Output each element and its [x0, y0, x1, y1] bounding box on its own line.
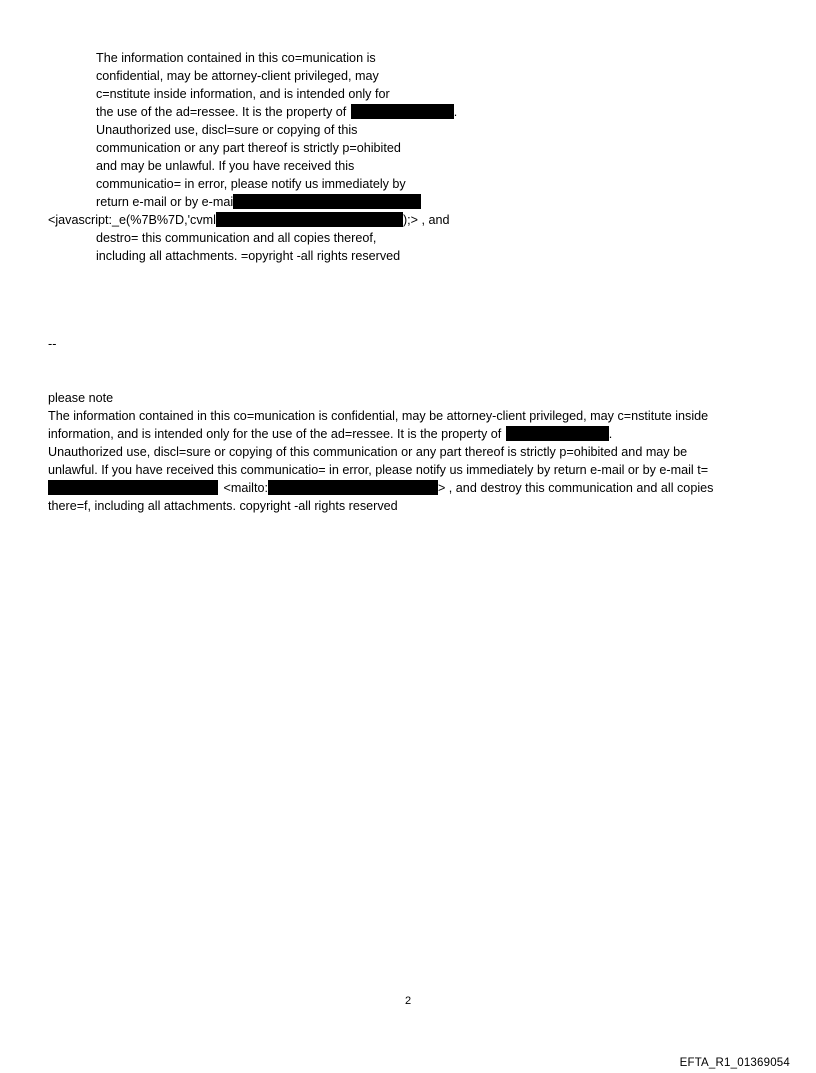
- quoted-notice-line-4-end: .: [453, 105, 458, 119]
- bates-number: EFTA_R1_01369054: [679, 1057, 790, 1069]
- redaction-block: [268, 480, 438, 495]
- quoted-notice-line-7: and may be unlawful. If you have received this: [96, 159, 355, 173]
- quoted-notice-line-10: [48, 211, 450, 229]
- quoted-notice-line-12: including all attachments. =opyright -all rights reserved: [96, 249, 401, 263]
- signature-separator: --: [48, 337, 57, 351]
- signature-notice-line-4: unlawful. If you have received this communicatio= in error, please notify us immediately by return e-mail or by e-mail t=: [48, 463, 709, 477]
- redaction-block: [48, 480, 218, 495]
- redaction-block: [506, 426, 609, 441]
- signature-notice-line-3: Unauthorized use, discl=sure or copying of this communication or any part thereof is strictly p=ohibited and may be: [48, 445, 688, 459]
- quoted-notice-line-9: [96, 193, 421, 211]
- signature-notice-line-2: [48, 425, 612, 443]
- redaction-block: [351, 104, 454, 119]
- quoted-notice-line-10-end: );> , and: [402, 213, 450, 227]
- redaction-block: [216, 212, 403, 227]
- quoted-notice-line-5: Unauthorized use, discl=sure or copying of this: [96, 123, 358, 137]
- signature-notice-line-6: there=f, including all attachments. copyright -all rights reserved: [48, 499, 398, 513]
- quoted-notice-line-8: communicatio= in error, please notify us immediately by: [96, 177, 406, 191]
- quoted-notice-line-4: [96, 103, 457, 121]
- quoted-notice-line-1: The information contained in this co=munication is: [96, 51, 376, 65]
- quoted-notice-line-6: communication or any part thereof is strictly p=ohibited: [96, 141, 401, 155]
- page-number: 2: [404, 995, 412, 1007]
- signature-notice-line-5: [48, 479, 713, 497]
- quoted-notice-line-3: c=nstitute inside information, and is intended only for: [96, 87, 390, 101]
- quoted-notice-line-4-text: the use of the ad=ressee. It is the property of: [96, 105, 347, 119]
- quoted-notice-line-11: destro= this communication and all copies thereof,: [96, 231, 377, 245]
- signature-notice-line-5-end: > , and destroy this communication and all copies: [437, 481, 714, 495]
- quoted-notice-line-9-text: return e-mail or by e-mai: [96, 195, 234, 209]
- signature-notice-line-1: The information contained in this co=munication is confidential, may be attorney-client privileged, may c=nstitute inside: [48, 409, 709, 423]
- signature-notice-line-2-text: information, and is intended only for the use of the ad=ressee. It is the property of: [48, 427, 502, 441]
- quoted-notice-line-2: confidential, may be attorney-client privileged, may: [96, 69, 379, 83]
- javascript-link-text: <javascript:_e(%7B%7D,'cvml: [48, 213, 216, 227]
- mailto-link-text: <mailto:: [223, 481, 268, 495]
- redaction-block: [233, 194, 421, 209]
- please-note-heading: please note: [48, 391, 114, 405]
- signature-notice-line-2-end: .: [608, 427, 613, 441]
